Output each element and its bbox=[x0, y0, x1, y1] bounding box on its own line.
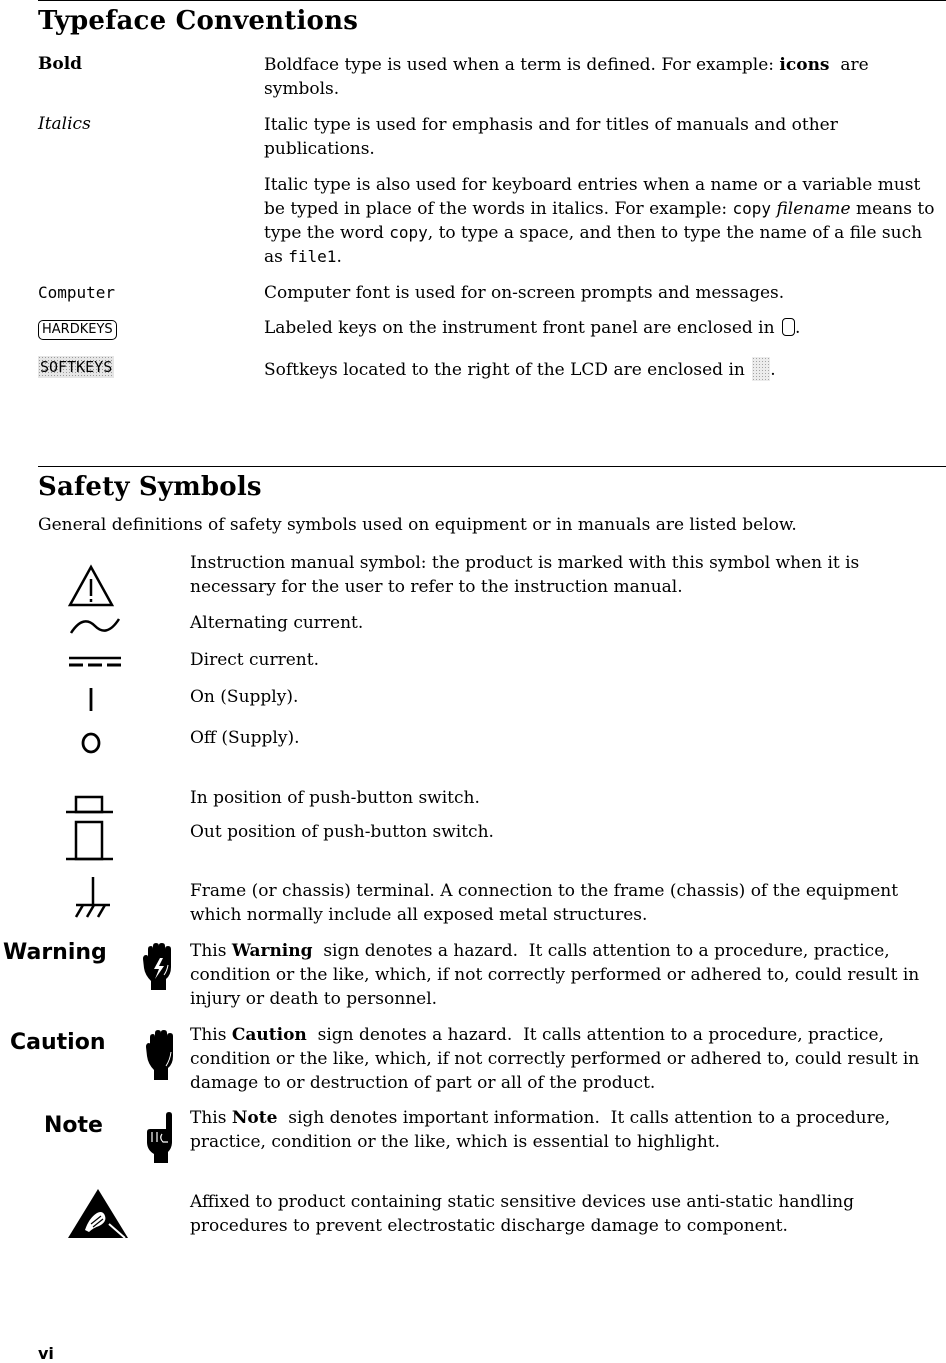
desc-italics-keyboard-text-3: , to type a space, and then to type the name of a file such as bbox=[264, 223, 923, 267]
desc-hardkeys-period: . bbox=[794, 318, 801, 338]
section-divider-safety bbox=[38, 466, 946, 467]
desc-bold-text: Boldface type is used when a term is defined. For example: bbox=[264, 55, 780, 75]
warning-term: Warning bbox=[231, 941, 313, 961]
warning-desc-prefix: This bbox=[190, 941, 232, 961]
term-italics: Italics bbox=[38, 114, 91, 134]
esd-desc: Affixed to product containing static sensitive devices use anti-static handling procedures to prevent electrostatic discharge damage to component. bbox=[190, 1192, 855, 1236]
section-divider-top bbox=[38, 0, 946, 1]
desc-softkeys-text: Softkeys located to the right of the LCD are enclosed in bbox=[264, 360, 745, 380]
alternating-current-icon bbox=[70, 617, 120, 635]
ac-desc: Alternating current. bbox=[190, 613, 364, 633]
typeface-conventions-heading: Typeface Conventions bbox=[38, 6, 359, 36]
caution-desc bbox=[190, 1023, 942, 1095]
desc-italics: Italic type is used for emphasis and for titles of manuals and other publications. bbox=[264, 115, 838, 159]
softkey-example: SOFTKEYS bbox=[40, 358, 113, 376]
caution-desc-prefix: This bbox=[190, 1025, 232, 1045]
desc-italics-keyboard bbox=[264, 173, 936, 269]
push-button-out-icon bbox=[66, 820, 116, 862]
warning-desc bbox=[190, 939, 942, 1011]
desc-italics-keyboard-text-2: means to type the word bbox=[264, 199, 935, 243]
caution-term: Caution bbox=[231, 1025, 307, 1045]
caution-label: Caution bbox=[10, 1030, 106, 1055]
esd-static-sensitive-icon bbox=[67, 1188, 129, 1240]
caution-desc-text: sign denotes a hazard. It calls attention to a procedure, practice, condition or the like, which, if not correctly performed or adhered to, could result in damage to or destruction of part or all of the product. bbox=[190, 1025, 925, 1093]
raised-hand-icon bbox=[146, 1030, 178, 1082]
push-in-desc: In position of push-button switch. bbox=[190, 788, 480, 808]
softkey-box-icon bbox=[752, 357, 770, 381]
push-button-in-icon bbox=[66, 795, 116, 815]
example-copy-command: copy bbox=[732, 199, 772, 218]
frame-chassis-terminal-icon bbox=[74, 877, 114, 921]
desc-hardkeys-text: Labeled keys on the instrument front panel are enclosed in bbox=[264, 318, 775, 338]
term-computer: Computer bbox=[38, 283, 116, 302]
warning-desc-text: sign denotes a hazard. It calls attention to a procedure, practice, condition or the like, which, if not correctly performed or adhered to, could result in injury or death to personnel. bbox=[190, 941, 925, 1009]
dc-desc: Direct current. bbox=[190, 650, 319, 670]
safety-intro: General definitions of safety symbols used on equipment or in manuals are listed below. bbox=[38, 515, 797, 535]
note-desc-text: sigh denotes important information. It calls attention to a procedure, practice, condition or the like, which is essential to highlight. bbox=[190, 1108, 896, 1152]
desc-bold bbox=[264, 53, 936, 101]
note-desc-prefix: This bbox=[190, 1108, 232, 1128]
desc-softkeys-period: . bbox=[770, 360, 776, 380]
power-on-icon bbox=[88, 688, 94, 712]
term-hardkeys bbox=[38, 318, 117, 340]
hardkey-bracket-icon bbox=[782, 318, 795, 336]
frame-terminal-desc: Frame (or chassis) terminal. A connection to the frame (chassis) of the equipment which normally include all exposed metal structures. bbox=[190, 881, 899, 925]
term-bold: Bold bbox=[38, 54, 83, 74]
desc-hardkeys bbox=[264, 316, 936, 340]
note-desc bbox=[190, 1106, 942, 1154]
on-desc: On (Supply). bbox=[190, 687, 299, 707]
warning-label: Warning bbox=[3, 940, 107, 965]
instruction-manual-warning-triangle-icon bbox=[68, 565, 114, 607]
desc-computer: Computer font is used for on-screen prompts and messages. bbox=[264, 283, 785, 303]
desc-italics-keyboard-text: Italic type is also used for keyboard entries when a name or a variable must be typed in place of the words in italics. For example: bbox=[264, 175, 921, 219]
safety-symbols-heading: Safety Symbols bbox=[38, 472, 262, 502]
note-label: Note bbox=[44, 1113, 103, 1138]
note-term: Note bbox=[231, 1108, 278, 1128]
hardkey-example: HARDKEYS bbox=[38, 320, 117, 340]
desc-softkeys bbox=[264, 357, 936, 382]
off-desc: Off (Supply). bbox=[190, 728, 300, 748]
example-filename-variable: filename bbox=[776, 199, 851, 219]
example-icons-term: icons bbox=[779, 55, 830, 75]
hand-lightning-icon bbox=[142, 943, 178, 993]
push-out-desc: Out position of push-button switch. bbox=[190, 822, 494, 842]
example-file1: file1 bbox=[288, 247, 337, 266]
page-number: vi bbox=[38, 1344, 54, 1363]
desc-period: . bbox=[336, 247, 342, 267]
power-off-icon bbox=[81, 732, 101, 754]
instruction-manual-desc: Instruction manual symbol: the product is marked with this symbol when it is necessary for the user to refer to the instruction manual. bbox=[190, 553, 860, 597]
pointing-finger-icon bbox=[146, 1112, 178, 1164]
example-copy-word: copy bbox=[389, 223, 428, 242]
term-softkeys bbox=[38, 356, 114, 378]
direct-current-icon bbox=[69, 656, 121, 668]
desc-bold-text-end: are symbols. bbox=[264, 55, 875, 99]
